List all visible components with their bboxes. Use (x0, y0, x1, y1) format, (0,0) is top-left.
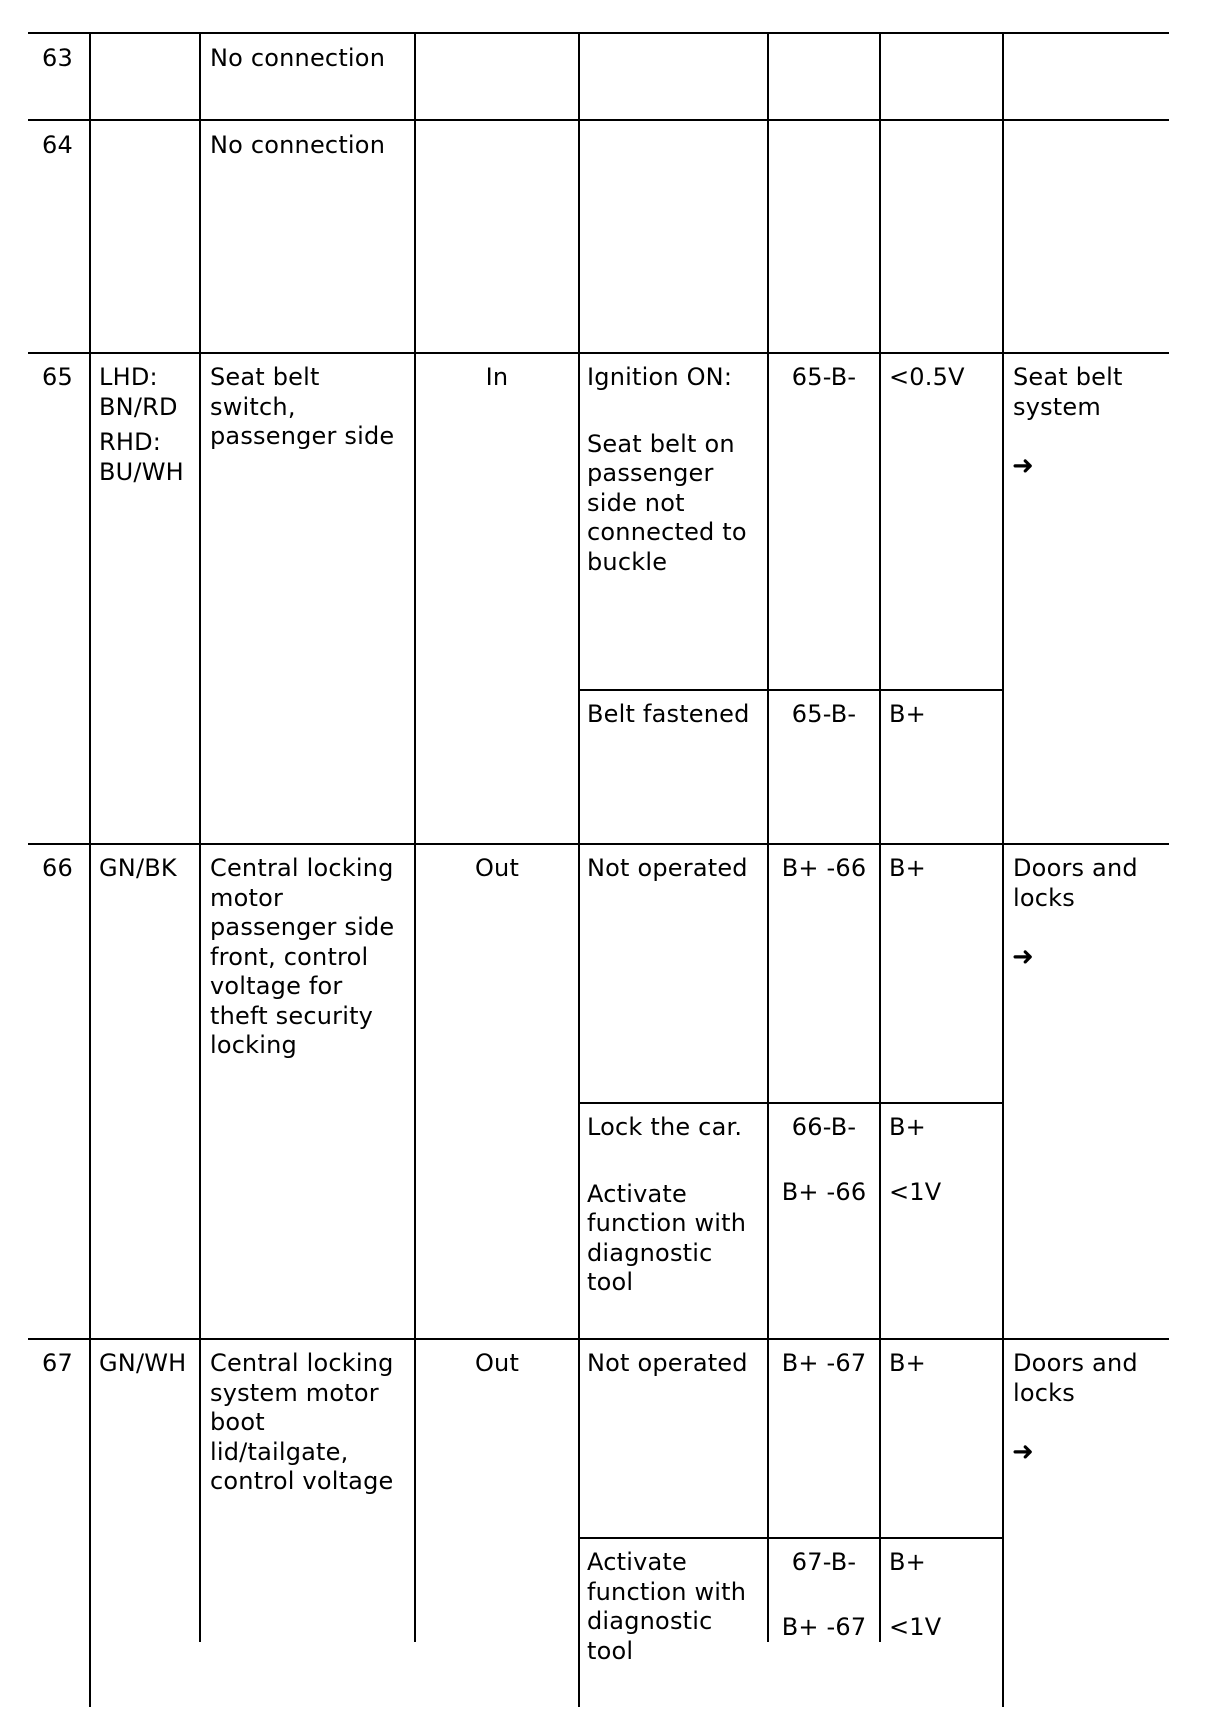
measure-points: 65-B- (791, 363, 857, 391)
description-line: No connection (210, 44, 386, 72)
description-line: front, control (210, 942, 369, 971)
measure-points: 65-B- (791, 700, 857, 728)
condition-line: connected to (587, 518, 747, 546)
arrow-right-icon[interactable]: ➜ (1012, 942, 1034, 972)
description-line: lid/tailgate, (210, 1437, 349, 1466)
test-condition (587, 363, 747, 577)
nominal-value: B+ (889, 1548, 926, 1576)
description-line: control voltage (210, 1467, 394, 1495)
pin-number: 63 (42, 44, 73, 72)
description (210, 131, 385, 161)
nominal-value: B+ (889, 1113, 926, 1141)
test-condition (587, 1113, 746, 1298)
arrow-right-icon[interactable]: ➜ (1012, 451, 1034, 481)
description-line: passenger side (210, 913, 395, 941)
column-divider (767, 32, 769, 1642)
description-line: boot (210, 1408, 265, 1436)
measure-points: B+ -67 (781, 1613, 867, 1641)
description-line: Seat belt (210, 363, 320, 391)
measure-points: B+ -67 (781, 1349, 867, 1377)
description-line: No connection (210, 131, 386, 159)
column-divider (199, 32, 201, 1642)
condition-line: Activate (587, 1548, 687, 1576)
condition-line: side not (587, 488, 685, 517)
signal-direction: Out (474, 1349, 520, 1377)
wire-line: RHD: (99, 428, 162, 456)
wire-line: LHD: (99, 363, 158, 391)
description (210, 1349, 394, 1497)
condition-line: passenger (587, 459, 714, 487)
nominal-value: <1V (889, 1178, 942, 1206)
test-condition: Belt fastened (587, 700, 750, 728)
column-divider (89, 32, 91, 1707)
subrow-divider (578, 1102, 1003, 1104)
reference-link[interactable] (1013, 854, 1138, 913)
wire-color: GN/WH (99, 1349, 187, 1377)
condition-line: diagnostic (587, 1607, 713, 1635)
description-line: switch, (210, 392, 296, 421)
description-line: passenger side (210, 422, 395, 450)
pin-number: 66 (42, 854, 73, 882)
reference-line: system (1013, 392, 1101, 421)
test-condition (587, 1548, 746, 1666)
measure-points: B+ -66 (781, 854, 867, 882)
condition-line: Ignition ON: (587, 363, 733, 391)
description-line: theft security (210, 1001, 374, 1030)
nominal-value: <1V (889, 1613, 942, 1641)
condition-line: Activate (587, 1179, 687, 1208)
description-line: voltage for (210, 972, 343, 1000)
test-condition: Not operated (587, 854, 748, 882)
nominal-value: <0.5V (889, 363, 965, 391)
nominal-value: B+ (889, 700, 926, 728)
reference-link[interactable] (1013, 363, 1123, 422)
reference-line: locks (1013, 1378, 1075, 1407)
measure-points: 67-B- (791, 1548, 857, 1576)
wire-color (99, 363, 184, 487)
column-divider (578, 32, 580, 1707)
condition-line: Seat belt on (587, 429, 735, 458)
condition-line: function with (587, 1577, 747, 1606)
column-divider (1002, 32, 1004, 1707)
description-line: locking (210, 1031, 297, 1059)
subrow-divider (578, 1537, 1003, 1539)
wire-line: BU/WH (99, 457, 184, 486)
description-line: system motor (210, 1378, 379, 1407)
reference-line: Doors and (1013, 1349, 1138, 1377)
description-line: Central locking (210, 1349, 394, 1377)
reference-line: locks (1013, 883, 1075, 912)
measure-points: B+ -66 (781, 1178, 867, 1206)
column-divider (879, 32, 881, 1642)
wire-color: GN/BK (99, 854, 177, 882)
description (210, 44, 385, 74)
condition-line: tool (587, 1268, 634, 1296)
pin-number: 64 (42, 131, 73, 159)
description-line: Central locking (210, 854, 394, 882)
column-divider (414, 32, 416, 1642)
signal-direction: In (485, 363, 509, 391)
nominal-value: B+ (889, 854, 926, 882)
description (210, 363, 394, 452)
test-condition: Not operated (587, 1349, 748, 1377)
condition-line: diagnostic (587, 1238, 713, 1267)
condition-line: tool (587, 1636, 634, 1665)
signal-direction: Out (474, 854, 520, 882)
description (210, 854, 394, 1061)
condition-line: function with (587, 1209, 747, 1237)
condition-line: buckle (587, 547, 668, 576)
measure-points: 66-B- (791, 1113, 857, 1141)
pin-number: 67 (42, 1349, 73, 1377)
wire-line: BN/RD (99, 392, 178, 421)
arrow-right-icon[interactable]: ➜ (1012, 1437, 1034, 1467)
reference-line: Doors and (1013, 854, 1138, 882)
nominal-value: B+ (889, 1349, 926, 1377)
reference-link[interactable] (1013, 1349, 1138, 1408)
description-line: motor (210, 883, 284, 912)
condition-line: Lock the car. (587, 1113, 743, 1141)
reference-line: Seat belt (1013, 363, 1123, 391)
subrow-divider (578, 689, 1003, 691)
pin-number: 65 (42, 363, 73, 391)
